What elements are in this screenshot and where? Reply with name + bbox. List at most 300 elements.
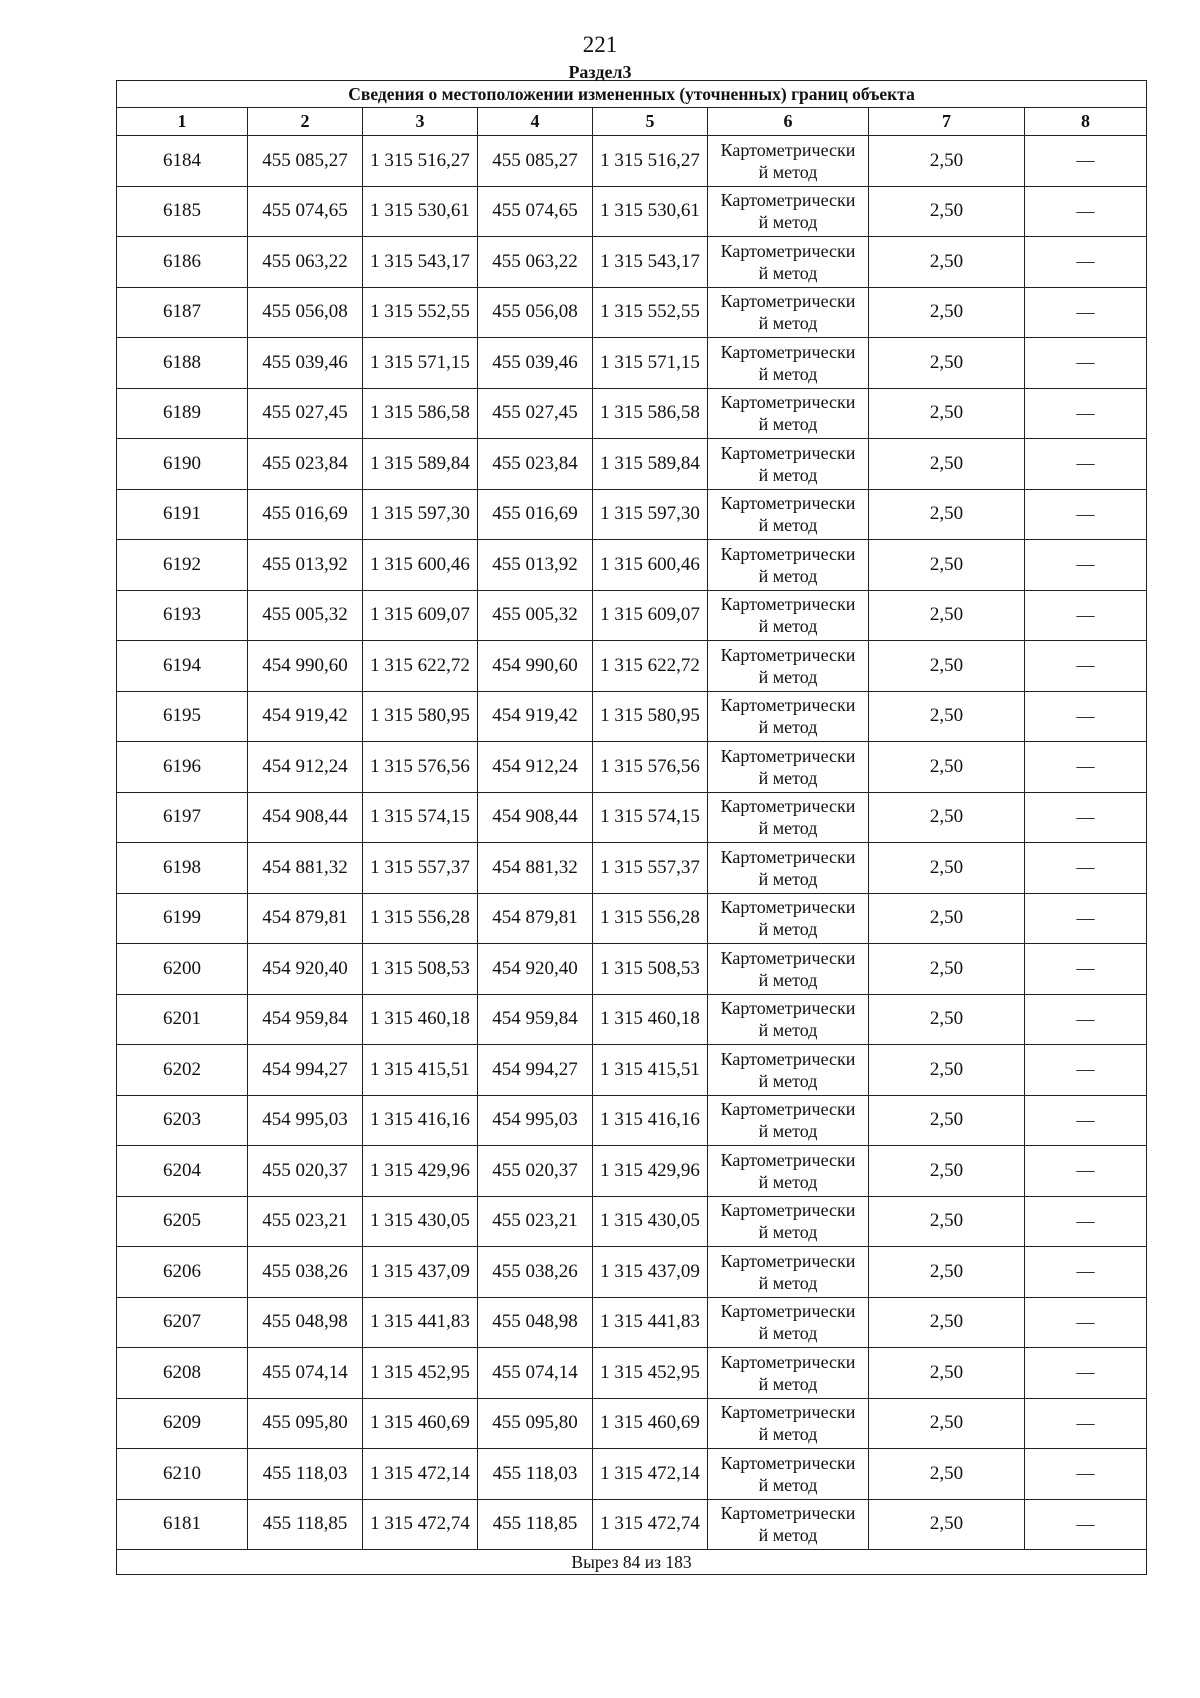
description-cell: — (1025, 691, 1147, 742)
y-new-coordinate-cell: 1 315 430,05 (593, 1196, 708, 1247)
table-row (117, 388, 1147, 439)
x-new-coordinate-cell: 455 063,22 (478, 237, 593, 288)
method-line-1: Картометрически (720, 240, 856, 261)
x-new-coordinate-cell: 455 074,65 (478, 186, 593, 237)
description-cell: — (1025, 489, 1147, 540)
x-coordinate-cell: 455 020,37 (248, 1146, 363, 1197)
accuracy-cell: 2,50 (869, 1247, 1025, 1298)
x-new-coordinate-cell: 454 879,81 (478, 893, 593, 944)
y-new-coordinate-cell: 1 315 557,37 (593, 843, 708, 894)
y-new-coordinate-cell: 1 315 622,72 (593, 641, 708, 692)
method-line-2: й метод (758, 1070, 818, 1091)
method-cell (708, 136, 869, 187)
point-number-cell: 6200 (117, 944, 248, 995)
method-line-1: Картометрически (720, 947, 856, 968)
method-line-2: й метод (758, 414, 818, 435)
method-cell (708, 944, 869, 995)
point-number-cell: 6186 (117, 237, 248, 288)
y-coordinate-cell: 1 315 574,15 (363, 792, 478, 843)
method-line-2: й метод (758, 313, 818, 334)
point-number-cell: 6202 (117, 1045, 248, 1096)
accuracy-cell: 2,50 (869, 1095, 1025, 1146)
y-coordinate-cell: 1 315 430,05 (363, 1196, 478, 1247)
description-cell: — (1025, 1297, 1147, 1348)
method-line-1: Картометрически (720, 493, 856, 514)
method-line-2: й метод (758, 717, 818, 738)
accuracy-cell: 2,50 (869, 742, 1025, 793)
method-line-2: й метод (758, 666, 818, 687)
accuracy-cell: 2,50 (869, 186, 1025, 237)
y-coordinate-cell: 1 315 530,61 (363, 186, 478, 237)
y-new-coordinate-cell: 1 315 460,69 (593, 1398, 708, 1449)
x-coordinate-cell: 455 063,22 (248, 237, 363, 288)
method-cell (708, 1247, 869, 1298)
point-number-cell: 6199 (117, 893, 248, 944)
method-line-2: й метод (758, 363, 818, 384)
accuracy-cell: 2,50 (869, 338, 1025, 389)
x-coordinate-cell: 454 919,42 (248, 691, 363, 742)
accuracy-cell: 2,50 (869, 1449, 1025, 1500)
accuracy-cell: 2,50 (869, 792, 1025, 843)
table-footer-note: Вырез 84 из 183 (117, 1550, 1147, 1575)
y-coordinate-cell: 1 315 543,17 (363, 237, 478, 288)
point-number-cell: 6194 (117, 641, 248, 692)
accuracy-cell: 2,50 (869, 1398, 1025, 1449)
accuracy-cell: 2,50 (869, 1499, 1025, 1550)
method-cell (708, 1196, 869, 1247)
method-cell (708, 540, 869, 591)
method-line-2: й метод (758, 919, 818, 940)
table-row (117, 287, 1147, 338)
table-row (117, 136, 1147, 187)
x-coordinate-cell: 454 920,40 (248, 944, 363, 995)
y-coordinate-cell: 1 315 429,96 (363, 1146, 478, 1197)
y-coordinate-cell: 1 315 437,09 (363, 1247, 478, 1298)
method-cell (708, 792, 869, 843)
description-cell: — (1025, 1449, 1147, 1500)
table-row (117, 540, 1147, 591)
y-new-coordinate-cell: 1 315 530,61 (593, 186, 708, 237)
table-row (117, 439, 1147, 490)
method-cell (708, 186, 869, 237)
method-line-1: Картометрически (720, 1301, 856, 1322)
method-line-1: Картометрически (720, 442, 856, 463)
description-cell: — (1025, 388, 1147, 439)
method-line-1: Картометрически (720, 543, 856, 564)
y-new-coordinate-cell: 1 315 556,28 (593, 893, 708, 944)
x-coordinate-cell: 455 027,45 (248, 388, 363, 439)
accuracy-cell: 2,50 (869, 1196, 1025, 1247)
y-new-coordinate-cell: 1 315 580,95 (593, 691, 708, 742)
y-new-coordinate-cell: 1 315 586,58 (593, 388, 708, 439)
table-row (117, 691, 1147, 742)
method-line-2: й метод (758, 1222, 818, 1243)
accuracy-cell: 2,50 (869, 136, 1025, 187)
point-number-cell: 6207 (117, 1297, 248, 1348)
page-number: 221 (582, 32, 618, 57)
y-new-coordinate-cell: 1 315 472,74 (593, 1499, 708, 1550)
method-line-2: й метод (758, 1121, 818, 1142)
coordinates-table (116, 80, 1147, 1575)
y-coordinate-cell: 1 315 416,16 (363, 1095, 478, 1146)
y-coordinate-cell: 1 315 600,46 (363, 540, 478, 591)
method-line-1: Картометрически (720, 392, 856, 413)
point-number-cell: 6206 (117, 1247, 248, 1298)
point-number-cell: 6197 (117, 792, 248, 843)
x-coordinate-cell: 455 016,69 (248, 489, 363, 540)
accuracy-cell: 2,50 (869, 237, 1025, 288)
y-new-coordinate-cell: 1 315 460,18 (593, 994, 708, 1045)
y-coordinate-cell: 1 315 508,53 (363, 944, 478, 995)
method-cell (708, 1095, 869, 1146)
method-line-2: й метод (758, 1424, 818, 1445)
method-cell (708, 388, 869, 439)
y-new-coordinate-cell: 1 315 415,51 (593, 1045, 708, 1096)
method-line-1: Картометрически (720, 291, 856, 312)
method-cell (708, 1499, 869, 1550)
x-coordinate-cell: 455 023,21 (248, 1196, 363, 1247)
point-number-cell: 6209 (117, 1398, 248, 1449)
y-new-coordinate-cell: 1 315 437,09 (593, 1247, 708, 1298)
method-line-2: й метод (758, 1020, 818, 1041)
method-line-2: й метод (758, 1272, 818, 1293)
table-row (117, 641, 1147, 692)
table-row (117, 338, 1147, 389)
table-row (117, 1196, 1147, 1247)
accuracy-cell: 2,50 (869, 439, 1025, 490)
method-line-1: Картометрически (720, 1402, 856, 1423)
method-cell (708, 893, 869, 944)
x-coordinate-cell: 455 074,14 (248, 1348, 363, 1399)
y-new-coordinate-cell: 1 315 589,84 (593, 439, 708, 490)
x-new-coordinate-cell: 454 919,42 (478, 691, 593, 742)
y-coordinate-cell: 1 315 609,07 (363, 590, 478, 641)
x-coordinate-cell: 454 994,27 (248, 1045, 363, 1096)
method-line-2: й метод (758, 565, 818, 586)
column-number: 1 (117, 108, 248, 136)
method-line-2: й метод (758, 1525, 818, 1546)
point-number-cell: 6204 (117, 1146, 248, 1197)
x-new-coordinate-cell: 455 095,80 (478, 1398, 593, 1449)
y-new-coordinate-cell: 1 315 416,16 (593, 1095, 708, 1146)
y-new-coordinate-cell: 1 315 609,07 (593, 590, 708, 641)
description-cell: — (1025, 1398, 1147, 1449)
y-coordinate-cell: 1 315 441,83 (363, 1297, 478, 1348)
method-cell (708, 439, 869, 490)
method-line-1: Картометрически (720, 139, 856, 160)
x-coordinate-cell: 455 118,03 (248, 1449, 363, 1500)
table-row (117, 1499, 1147, 1550)
method-line-1: Картометрически (720, 745, 856, 766)
section-label: Раздел3 (568, 62, 632, 82)
method-line-1: Картометрически (720, 695, 856, 716)
table-caption: Сведения о местоположении измененных (уточненных) границ объекта (117, 81, 1147, 108)
method-line-1: Картометрически (720, 1200, 856, 1221)
method-line-1: Картометрически (720, 190, 856, 211)
column-number: 4 (478, 108, 593, 136)
method-cell (708, 1348, 869, 1399)
method-cell (708, 1146, 869, 1197)
method-line-1: Картометрически (720, 1452, 856, 1473)
y-coordinate-cell: 1 315 516,27 (363, 136, 478, 187)
y-coordinate-cell: 1 315 452,95 (363, 1348, 478, 1399)
x-coordinate-cell: 454 908,44 (248, 792, 363, 843)
accuracy-cell: 2,50 (869, 540, 1025, 591)
point-number-cell: 6190 (117, 439, 248, 490)
y-new-coordinate-cell: 1 315 600,46 (593, 540, 708, 591)
y-new-coordinate-cell: 1 315 597,30 (593, 489, 708, 540)
method-line-1: Картометрически (720, 1149, 856, 1170)
description-cell: — (1025, 792, 1147, 843)
method-line-1: Картометрически (720, 1048, 856, 1069)
x-coordinate-cell: 454 959,84 (248, 994, 363, 1045)
point-number-cell: 6192 (117, 540, 248, 591)
method-line-1: Картометрически (720, 897, 856, 918)
x-new-coordinate-cell: 455 027,45 (478, 388, 593, 439)
column-number: 8 (1025, 108, 1147, 136)
x-new-coordinate-cell: 454 990,60 (478, 641, 593, 692)
x-new-coordinate-cell: 454 959,84 (478, 994, 593, 1045)
x-coordinate-cell: 455 038,26 (248, 1247, 363, 1298)
table-row (117, 590, 1147, 641)
x-coordinate-cell: 455 005,32 (248, 590, 363, 641)
x-new-coordinate-cell: 455 118,03 (478, 1449, 593, 1500)
y-new-coordinate-cell: 1 315 508,53 (593, 944, 708, 995)
method-line-2: й метод (758, 161, 818, 182)
method-line-2: й метод (758, 212, 818, 233)
point-number-cell: 6185 (117, 186, 248, 237)
accuracy-cell: 2,50 (869, 944, 1025, 995)
accuracy-cell: 2,50 (869, 1146, 1025, 1197)
method-cell (708, 843, 869, 894)
method-line-2: й метод (758, 1323, 818, 1344)
table-row (117, 186, 1147, 237)
point-number-cell: 6181 (117, 1499, 248, 1550)
x-new-coordinate-cell: 455 005,32 (478, 590, 593, 641)
accuracy-cell: 2,50 (869, 1348, 1025, 1399)
method-line-2: й метод (758, 818, 818, 839)
x-new-coordinate-cell: 454 912,24 (478, 742, 593, 793)
accuracy-cell: 2,50 (869, 893, 1025, 944)
x-coordinate-cell: 454 912,24 (248, 742, 363, 793)
point-number-cell: 6210 (117, 1449, 248, 1500)
y-coordinate-cell: 1 315 556,28 (363, 893, 478, 944)
column-number: 6 (708, 108, 869, 136)
method-line-1: Картометрически (720, 1250, 856, 1271)
method-line-2: й метод (758, 515, 818, 536)
table-row (117, 893, 1147, 944)
x-coordinate-cell: 454 990,60 (248, 641, 363, 692)
description-cell: — (1025, 1247, 1147, 1298)
x-new-coordinate-cell: 455 056,08 (478, 287, 593, 338)
accuracy-cell: 2,50 (869, 691, 1025, 742)
method-line-1: Картометрически (720, 341, 856, 362)
method-line-2: й метод (758, 868, 818, 889)
x-new-coordinate-cell: 455 074,14 (478, 1348, 593, 1399)
table-row (117, 742, 1147, 793)
point-number-cell: 6208 (117, 1348, 248, 1399)
table-row (117, 1348, 1147, 1399)
table-row (117, 1095, 1147, 1146)
x-coordinate-cell: 455 085,27 (248, 136, 363, 187)
method-line-1: Картометрически (720, 1503, 856, 1524)
method-cell (708, 691, 869, 742)
x-new-coordinate-cell: 454 908,44 (478, 792, 593, 843)
x-new-coordinate-cell: 454 881,32 (478, 843, 593, 894)
method-line-1: Картометрически (720, 1351, 856, 1372)
method-cell (708, 641, 869, 692)
x-coordinate-cell: 454 879,81 (248, 893, 363, 944)
y-coordinate-cell: 1 315 552,55 (363, 287, 478, 338)
description-cell: — (1025, 1196, 1147, 1247)
y-coordinate-cell: 1 315 460,69 (363, 1398, 478, 1449)
point-number-cell: 6201 (117, 994, 248, 1045)
point-number-cell: 6184 (117, 136, 248, 187)
method-line-2: й метод (758, 767, 818, 788)
y-new-coordinate-cell: 1 315 472,14 (593, 1449, 708, 1500)
description-cell: — (1025, 237, 1147, 288)
y-coordinate-cell: 1 315 460,18 (363, 994, 478, 1045)
table-row (117, 1449, 1147, 1500)
x-new-coordinate-cell: 455 118,85 (478, 1499, 593, 1550)
description-cell: — (1025, 1146, 1147, 1197)
method-cell (708, 742, 869, 793)
y-coordinate-cell: 1 315 571,15 (363, 338, 478, 389)
point-number-cell: 6188 (117, 338, 248, 389)
y-new-coordinate-cell: 1 315 429,96 (593, 1146, 708, 1197)
y-coordinate-cell: 1 315 589,84 (363, 439, 478, 490)
description-cell: — (1025, 186, 1147, 237)
point-number-cell: 6187 (117, 287, 248, 338)
y-coordinate-cell: 1 315 472,74 (363, 1499, 478, 1550)
description-cell: — (1025, 1045, 1147, 1096)
method-line-1: Картометрически (720, 1099, 856, 1120)
accuracy-cell: 2,50 (869, 1297, 1025, 1348)
description-cell: — (1025, 742, 1147, 793)
method-cell (708, 1449, 869, 1500)
table-row (117, 1297, 1147, 1348)
y-coordinate-cell: 1 315 622,72 (363, 641, 478, 692)
method-cell (708, 1297, 869, 1348)
point-number-cell: 6191 (117, 489, 248, 540)
description-cell: — (1025, 338, 1147, 389)
method-line-1: Картометрически (720, 846, 856, 867)
description-cell: — (1025, 287, 1147, 338)
y-coordinate-cell: 1 315 597,30 (363, 489, 478, 540)
x-coordinate-cell: 455 074,65 (248, 186, 363, 237)
description-cell: — (1025, 590, 1147, 641)
y-new-coordinate-cell: 1 315 516,27 (593, 136, 708, 187)
accuracy-cell: 2,50 (869, 287, 1025, 338)
method-cell (708, 287, 869, 338)
x-coordinate-cell: 454 881,32 (248, 843, 363, 894)
column-number: 7 (869, 108, 1025, 136)
x-new-coordinate-cell: 455 038,26 (478, 1247, 593, 1298)
accuracy-cell: 2,50 (869, 641, 1025, 692)
method-cell (708, 590, 869, 641)
table-row (117, 843, 1147, 894)
method-line-2: й метод (758, 1171, 818, 1192)
x-new-coordinate-cell: 455 039,46 (478, 338, 593, 389)
method-line-2: й метод (758, 1474, 818, 1495)
accuracy-cell: 2,50 (869, 843, 1025, 894)
accuracy-cell: 2,50 (869, 590, 1025, 641)
method-line-2: й метод (758, 464, 818, 485)
accuracy-cell: 2,50 (869, 1045, 1025, 1096)
x-coordinate-cell: 455 023,84 (248, 439, 363, 490)
table-row (117, 944, 1147, 995)
method-cell (708, 1045, 869, 1096)
point-number-cell: 6189 (117, 388, 248, 439)
y-coordinate-cell: 1 315 580,95 (363, 691, 478, 742)
x-new-coordinate-cell: 454 994,27 (478, 1045, 593, 1096)
y-new-coordinate-cell: 1 315 574,15 (593, 792, 708, 843)
method-line-2: й метод (758, 969, 818, 990)
description-cell: — (1025, 1095, 1147, 1146)
method-line-1: Картометрически (720, 998, 856, 1019)
y-coordinate-cell: 1 315 586,58 (363, 388, 478, 439)
y-new-coordinate-cell: 1 315 576,56 (593, 742, 708, 793)
method-line-1: Картометрически (720, 644, 856, 665)
description-cell: — (1025, 843, 1147, 894)
accuracy-cell: 2,50 (869, 994, 1025, 1045)
x-coordinate-cell: 455 048,98 (248, 1297, 363, 1348)
table-row (117, 792, 1147, 843)
x-coordinate-cell: 455 013,92 (248, 540, 363, 591)
y-coordinate-cell: 1 315 557,37 (363, 843, 478, 894)
method-line-2: й метод (758, 616, 818, 637)
y-coordinate-cell: 1 315 576,56 (363, 742, 478, 793)
column-number: 5 (593, 108, 708, 136)
description-cell: — (1025, 994, 1147, 1045)
table-row (117, 1146, 1147, 1197)
point-number-cell: 6198 (117, 843, 248, 894)
table-row (117, 994, 1147, 1045)
x-new-coordinate-cell: 455 023,21 (478, 1196, 593, 1247)
method-line-2: й метод (758, 1373, 818, 1394)
y-coordinate-cell: 1 315 415,51 (363, 1045, 478, 1096)
point-number-cell: 6196 (117, 742, 248, 793)
point-number-cell: 6193 (117, 590, 248, 641)
point-number-cell: 6195 (117, 691, 248, 742)
y-new-coordinate-cell: 1 315 441,83 (593, 1297, 708, 1348)
method-cell (708, 1398, 869, 1449)
method-cell (708, 237, 869, 288)
table-row (117, 489, 1147, 540)
method-line-1: Картометрически (720, 594, 856, 615)
accuracy-cell: 2,50 (869, 489, 1025, 540)
description-cell: — (1025, 136, 1147, 187)
x-coordinate-cell: 455 039,46 (248, 338, 363, 389)
table-row (117, 237, 1147, 288)
table-body (117, 136, 1147, 1550)
x-new-coordinate-cell: 455 048,98 (478, 1297, 593, 1348)
x-new-coordinate-cell: 455 020,37 (478, 1146, 593, 1197)
method-cell (708, 489, 869, 540)
method-line-2: й метод (758, 262, 818, 283)
x-coordinate-cell: 455 118,85 (248, 1499, 363, 1550)
accuracy-cell: 2,50 (869, 388, 1025, 439)
x-coordinate-cell: 455 095,80 (248, 1398, 363, 1449)
description-cell: — (1025, 1499, 1147, 1550)
x-new-coordinate-cell: 455 013,92 (478, 540, 593, 591)
x-new-coordinate-cell: 454 920,40 (478, 944, 593, 995)
point-number-cell: 6205 (117, 1196, 248, 1247)
table-row (117, 1398, 1147, 1449)
point-number-cell: 6203 (117, 1095, 248, 1146)
y-new-coordinate-cell: 1 315 571,15 (593, 338, 708, 389)
x-coordinate-cell: 454 995,03 (248, 1095, 363, 1146)
